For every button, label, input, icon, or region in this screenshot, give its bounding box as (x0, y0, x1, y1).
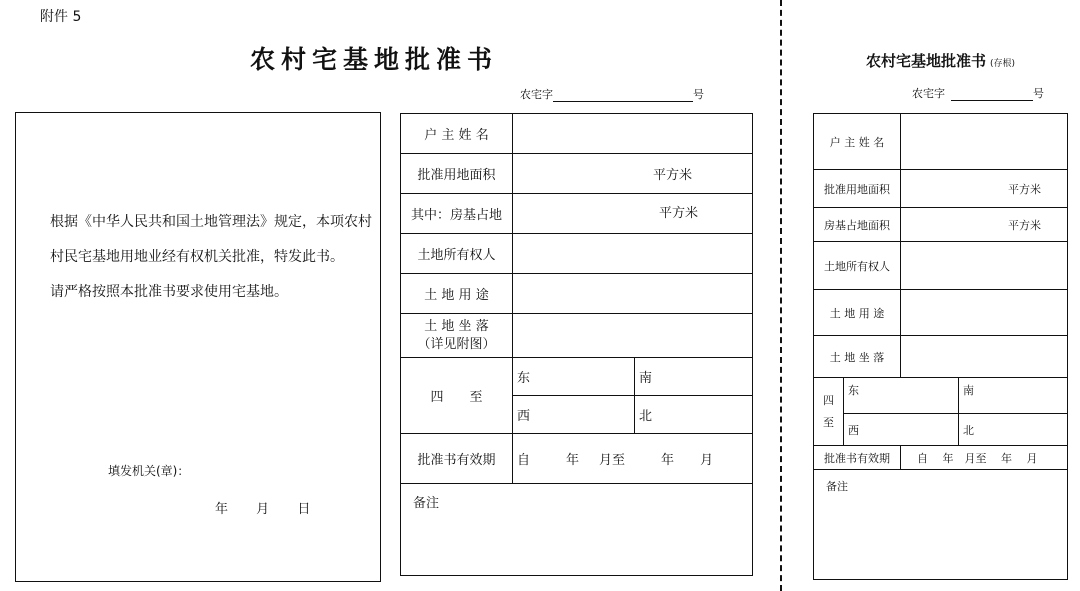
stub-remarks-label: 备注 (826, 480, 848, 493)
cut-line (780, 0, 782, 591)
stub-sqm-unit: 平方米 (1008, 182, 1041, 196)
land-location-field[interactable] (513, 314, 753, 358)
serial-prefix: 农宅字 (520, 88, 553, 101)
land-location-line2: （详见附图） (417, 336, 496, 352)
stub-approved-area-field[interactable] (901, 170, 1068, 208)
stub-title-note: (存根) (990, 59, 1016, 69)
stub-land-owner-field[interactable] (901, 242, 1068, 290)
serial-blank[interactable] (553, 90, 693, 102)
south-label: 南 (639, 371, 653, 386)
stub-south-field[interactable] (959, 378, 1068, 414)
validity-month-to: 月至 (599, 453, 626, 468)
attachment-label: 附件 5 (40, 9, 82, 25)
date-year: 年 (215, 502, 229, 517)
sqm-unit: 平方米 (653, 168, 693, 183)
sqm-unit: 平方米 (659, 206, 699, 221)
approved-area-field[interactable] (513, 154, 753, 194)
notice-text (22, 205, 374, 310)
notice-paragraph-1: 根据《中华人民共和国土地管理法》规定，本项农村村民宅基地用地业经有权机关批准，特发此书。 (50, 214, 372, 265)
north-label: 北 (639, 409, 653, 424)
stub-owner-name-label: 户 主 姓 名 (814, 114, 901, 170)
stub-house-area-field[interactable] (901, 208, 1068, 242)
issuer-label: 填发机关(章)： (108, 464, 190, 478)
stub-serial-suffix: 号 (1033, 87, 1044, 100)
stub-west-label: 西 (848, 423, 859, 437)
stub-north-field[interactable] (959, 414, 1068, 446)
date-day: 日 (297, 502, 311, 517)
stub-validity-label: 批准书有效期 (814, 446, 901, 470)
south-field[interactable] (635, 358, 753, 396)
east-label: 东 (517, 371, 531, 386)
validity-label: 批准书有效期 (401, 434, 513, 484)
west-label: 西 (517, 409, 531, 424)
north-field[interactable] (635, 396, 753, 434)
notice-paragraph-2: 请严格按照本批准书要求使用宅基地。 (50, 284, 288, 300)
validity-month2: 月 (700, 453, 714, 468)
approved-area-label: 批准用地面积 (401, 154, 513, 194)
stub-serial-blank[interactable] (951, 89, 1033, 101)
stub-north-label: 北 (963, 423, 974, 437)
land-owner-label: 土地所有权人 (401, 234, 513, 274)
boundaries-label: 四 至 (401, 358, 513, 434)
validity-from: 自 (517, 453, 531, 468)
validity-year2: 年 (661, 453, 675, 468)
main-serial-number (520, 86, 704, 102)
remarks-label: 备注 (413, 496, 440, 511)
stub-land-use-label: 土 地 用 途 (814, 290, 901, 336)
stub-sqm-unit: 平方米 (1008, 218, 1041, 232)
stub-east-label: 东 (848, 384, 859, 397)
house-area-label: 其中：房基占地 (401, 194, 513, 234)
main-form-table (400, 113, 753, 576)
stub-validity-field[interactable] (901, 446, 1068, 470)
stub-validity-text: 自 年 月至 年 月 (917, 451, 1038, 465)
land-owner-field[interactable] (513, 234, 753, 274)
stub-boundaries-label (814, 378, 844, 446)
stub-west-field[interactable] (844, 414, 959, 446)
land-use-field[interactable] (513, 274, 753, 314)
stub-title-text: 农村宅基地批准书 (866, 52, 987, 70)
serial-suffix: 号 (693, 88, 704, 101)
east-field[interactable] (513, 358, 635, 396)
land-location-line1: 土 地 坐 落 (424, 318, 489, 334)
stub-boundaries-char-1: 四 (823, 393, 834, 407)
stub-title (866, 50, 1015, 71)
validity-year: 年 (566, 453, 580, 468)
stub-owner-name-field[interactable] (901, 114, 1068, 170)
stub-land-use-field[interactable] (901, 290, 1068, 336)
remarks-field[interactable] (401, 484, 753, 576)
stub-land-location-field[interactable] (901, 336, 1068, 378)
validity-field[interactable] (513, 434, 753, 484)
stub-south-label: 南 (963, 384, 974, 397)
stub-remarks-field[interactable] (814, 470, 1068, 580)
stub-approved-area-label: 批准用地面积 (814, 170, 901, 208)
house-area-field[interactable] (513, 194, 753, 234)
land-location-label (401, 314, 513, 358)
stub-serial-number (912, 85, 1044, 101)
issue-date (215, 498, 334, 517)
owner-name-field[interactable] (513, 114, 753, 154)
stub-land-owner-label: 土地所有权人 (814, 242, 901, 290)
land-use-label: 土 地 用 途 (401, 274, 513, 314)
stub-serial-prefix: 农宅字 (912, 87, 945, 100)
west-field[interactable] (513, 396, 635, 434)
notice-box (15, 112, 381, 582)
stub-land-location-label: 土 地 坐 落 (814, 336, 901, 378)
stub-boundaries-char-2: 至 (823, 415, 834, 429)
main-title: 农村宅基地批准书 (250, 45, 499, 74)
stub-east-field[interactable] (844, 378, 959, 414)
stub-form-table (813, 113, 1068, 580)
owner-name-label: 户 主 姓 名 (401, 114, 513, 154)
stub-house-area-label: 房基占地面积 (814, 208, 901, 242)
date-month: 月 (256, 502, 270, 517)
